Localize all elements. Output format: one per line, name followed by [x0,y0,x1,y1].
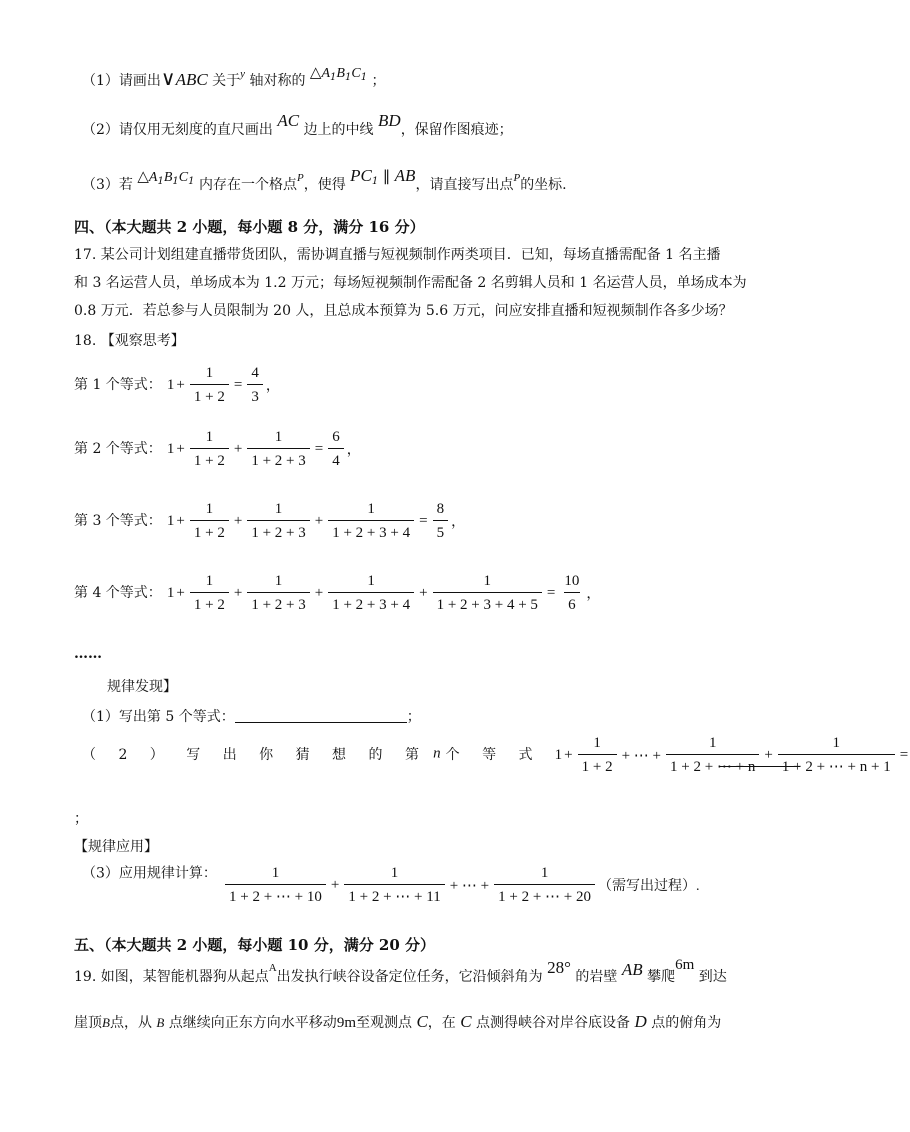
eq-plus: + [314,512,324,529]
fraction [247,500,309,542]
rule-discovery-heading: 规律发现】 [107,679,177,695]
result-denominator: 3 [247,384,263,406]
eq-plus: + [233,584,243,601]
q19-l1a: 19. 如图，某智能机器狗从起点 [74,969,269,985]
q18-part3 [82,862,700,906]
ac-label: AC [277,111,300,130]
fraction [225,864,326,906]
q16-p3-mid: 内存在一个格点 [198,177,297,193]
q16-p1-axis: 轴对称的 [249,73,306,89]
fraction-denominator: 1 + 2 + 3 [247,448,309,470]
q16-p3-mid3: ，请直接写出点 [415,177,514,193]
q16-p1-end: ； [371,73,386,89]
fraction-denominator: 1 + 2 + 3 + 4 [328,520,414,542]
fraction [328,572,414,614]
n-label: n [433,745,441,762]
q16-p2-mid: 边上的中线 [303,122,374,138]
q19-l2e: ，在 [427,1015,456,1031]
a1-label-3: A [148,170,158,185]
fraction [190,500,229,542]
point-d-label: D [634,1012,647,1031]
result-numerator: 8 [436,501,445,517]
eq-dots: + ⋯ + [449,877,490,894]
bd-label: BD [378,111,401,130]
ab-segment-label: AB [621,960,643,979]
q17-line-2: 和 3 名运营人员，单场成本为 1.2 万元；每场短视频制作需配备 2 名剪辑人员和 1 名运营人员，单场成本为 [74,275,747,291]
fraction-numerator: 1 [205,429,214,445]
sub-1: 1 [330,72,337,83]
point-a-label: A [268,962,277,974]
result-denominator: 4 [328,448,344,470]
triangle-symbol-3: △ [137,169,149,185]
q18-p3-end: （需写出过程）. [598,879,700,894]
p-label-2: P [513,172,521,184]
eq-plus: + [176,512,185,529]
parallel-symbol: ∥ [382,169,391,185]
fraction-numerator: 1 [483,573,491,589]
result-fraction [328,428,344,470]
eq-one: 1 [166,440,175,457]
equation-2 [74,428,361,470]
eq-one: 1 [166,512,175,529]
b1-label: B [336,66,345,81]
triangle-symbol-2: △ [309,65,322,81]
eq-plus: + [233,440,243,457]
angle-label: 28° [547,958,571,977]
b1-label-3: B [163,170,173,185]
fraction-numerator: 1 [390,865,399,881]
fraction [190,428,229,470]
q19-l2a: 崖顶 [74,1015,102,1031]
q17-line-1: 17. 某公司计划组建直播带货团队，需协调直播与短视频制作两类项目．已知，每场直播需配备 1 名主播 [74,247,721,263]
fraction [247,572,309,614]
eq-plus: + [564,746,573,763]
semicolon: ； [74,811,88,827]
ellipsis: …… [74,646,102,662]
eq-plus: + [419,584,428,601]
equation-label: 第 3 个等式： [74,513,162,529]
fraction-denominator: 1 + 2 + ⋯ + n [666,754,759,776]
general-equation [555,734,910,776]
fraction-numerator: 1 [367,501,375,517]
sub-1b: 1 [344,72,352,83]
fraction-denominator: 1 + 2 + ⋯ + n + 1 [778,754,895,776]
equation-body [167,572,600,614]
q16-part3 [82,166,567,195]
q16-p2-end: ，保留作图痕迹； [400,122,513,138]
y-label: y [240,68,246,80]
q17-line-3: 0.8 万元．若总参与人员限制为 20 人，且总成本预算为 5.6 万元，问应安排直播和短视频制作各多少场？ [74,303,733,319]
q19-l1b: 出发执行峡谷设备定位任务，它沿倾斜角为 [276,969,543,985]
fraction-numerator: 1 [832,735,841,751]
equation-1 [74,364,280,406]
eq-plus: + [176,584,185,601]
q18-p3-lead: （3）应用规律计算： [82,865,217,882]
result-fraction [433,500,449,542]
fraction [344,864,444,906]
sub-1c: 1 [360,72,368,83]
fraction-numerator: 1 [274,429,283,445]
fraction-denominator: 1 + 2 + ⋯ + 11 [344,884,444,906]
fraction-denominator: 1 + 2 + 3 + 4 [328,592,414,614]
length-9m: 9m [336,1015,356,1031]
equation-4 [74,572,600,614]
q16-p3-mid2: ，使得 [303,177,346,193]
p-label: P [296,172,304,184]
q18-p1-lead: （1）写出第 5 个等式： [82,709,235,725]
q19-l2d: 至观测点 [355,1015,412,1031]
pc1-label: PC [350,166,372,185]
q19-line-1 [74,957,727,986]
equation-body [167,428,361,470]
q16-p2-lead: （2）请仅用无刻度的直尺画出 [82,122,273,138]
fraction-denominator: 1 + 2 + 3 [247,592,309,614]
q19-l1e: 到达 [698,969,727,985]
result-denominator: 6 [564,592,580,614]
fraction-numerator: 1 [367,573,375,589]
application-equation [222,864,700,906]
q19-l1c: 的岩壁 [575,969,618,985]
fraction-numerator: 1 [274,573,283,589]
fraction-denominator: 1 + 2 [578,754,617,776]
result-fraction [247,364,263,406]
eq-end: ， [346,443,361,458]
eq-equals: = [314,440,324,457]
eq-equals: = [233,376,243,393]
eq-end: ， [586,587,601,602]
fraction-denominator: 1 + 2 [190,384,229,406]
equation-label: 第 1 个等式： [74,377,162,393]
result-fraction [560,572,583,614]
a1-label: A [321,66,331,81]
q16-p1-lead: （1）请画出 [82,73,161,89]
eq-plus: + [233,512,243,529]
q18-part2 [82,734,910,776]
eq-one: 1 [166,584,175,601]
equation-label: 第 2 个等式： [74,441,162,457]
fraction [247,428,309,470]
fraction-numerator: 1 [593,735,601,751]
answer-blank-2[interactable] [720,766,800,767]
q19-l2f: 点测得峡谷对岸谷底设备 [476,1015,631,1031]
fraction [494,864,595,906]
eq-equals: = [899,746,909,763]
c1-label-3: C [178,170,189,185]
rule-application-heading: 【规律应用】 [74,839,158,855]
fraction-denominator: 1 + 2 [190,520,229,542]
triangle-symbol: ∨ [160,68,176,90]
sub-1d: 1 [157,176,164,187]
eq-equals: = [419,512,428,529]
result-denominator: 5 [433,520,449,542]
eq-plus: + [176,440,185,457]
fraction [578,734,617,776]
q16-part2 [82,111,513,139]
equation-body [167,364,280,406]
fraction-numerator: 1 [274,501,283,517]
fraction [778,734,895,776]
sub-1e: 1 [172,176,179,187]
q16-p3-end: 的坐标. [520,177,567,193]
length-6m: 6m [675,957,695,973]
fraction-numerator: 1 [205,573,214,589]
equation-body [167,500,465,542]
fraction-denominator: 1 + 2 + 3 [247,520,309,542]
point-c-label: C [416,1012,428,1031]
sub-1g: 1 [371,176,379,187]
result-numerator: 6 [332,429,340,445]
q18-p2-mid: 个 等 式 [445,747,542,763]
eq-plus: + [176,376,185,393]
fraction [433,572,542,614]
q18-header: 18. 【观察思考】 [74,333,185,349]
point-b-label-2: B [156,1015,165,1030]
eq-plus: + [314,584,324,601]
q18-p2-lead: （ 2 ） 写 出 你 猜 想 的 第 [82,747,428,763]
fraction [666,734,759,776]
fraction [190,364,229,406]
eq-plus: + [764,746,773,763]
result-numerator: 4 [251,365,259,381]
eq-dots: + ⋯ + [621,747,662,764]
q19-line-2 [74,1012,721,1032]
q18-part1 [82,706,421,726]
fraction-numerator: 1 [205,365,214,381]
fraction-denominator: 1 + 2 + 3 + 4 + 5 [433,592,542,614]
fraction-denominator: 1 + 2 + ⋯ + 20 [494,884,595,906]
eq-plus: + [330,876,340,893]
fraction-numerator: 1 [708,735,717,751]
c1-label: C [351,66,361,81]
eq-one: 1 [554,746,563,763]
eq-end: ， [265,379,280,394]
q18-p1-end: ； [406,709,421,725]
eq-end: ， [451,515,466,530]
q16-part1 [82,66,386,91]
abc-label: ABC [175,70,208,89]
fraction-numerator: 1 [540,865,549,881]
point-c-label-2: C [460,1012,472,1031]
q19-l2b: 点，从 [109,1015,152,1031]
fraction-denominator: 1 + 2 [190,448,229,470]
eq-equals: = [546,584,556,601]
fraction-denominator: 1 + 2 [190,592,229,614]
equation-label: 第 4 个等式： [74,585,162,601]
equation-3 [74,500,465,542]
q19-l1d: 攀爬 [647,969,676,985]
fraction [328,500,414,542]
section-5-title: 五、（本大题共 2 小题，每小题 10 分，满分 20 分） [74,936,436,954]
fraction-denominator: 1 + 2 + ⋯ + 10 [225,884,326,906]
answer-blank-1[interactable] [235,708,407,723]
fraction-numerator: 1 [205,501,214,517]
ab-label: AB [394,166,416,185]
q19-l2g: 点的俯角为 [651,1015,722,1031]
q16-p1-about: 关于 [212,73,241,89]
fraction-numerator: 1 [271,865,280,881]
fraction [190,572,229,614]
sub-1f: 1 [188,176,195,187]
q19-l2c: 点继续向正东方向水平移动 [168,1015,337,1031]
result-numerator: 10 [564,573,580,589]
section-4-title: 四、（本大题共 2 小题，每小题 8 分，满分 16 分） [74,218,425,236]
q16-p3-lead: （3）若 [82,177,133,193]
eq-one: 1 [166,376,175,393]
point-b-label: B [102,1015,110,1030]
